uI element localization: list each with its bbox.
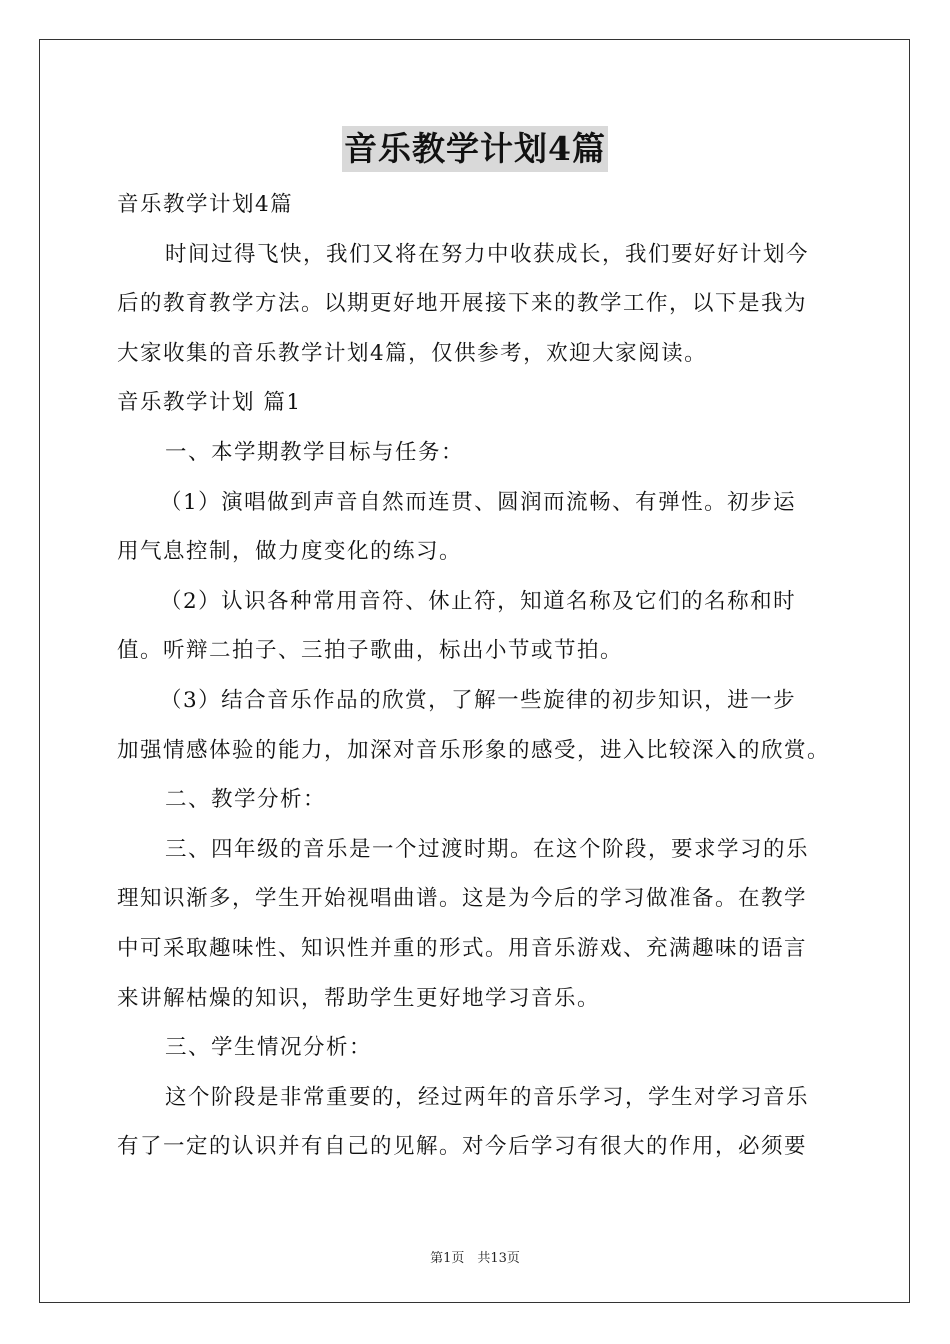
section-heading: 一、本学期教学目标与任务： (165, 439, 465, 465)
paragraph-line: 有了一定的认识并有自己的见解。对今后学习有很大的作用，必须要 (117, 1134, 808, 1160)
paragraph-line: 时间过得飞快，我们又将在努力中收获成长，我们要好好计划今 (165, 241, 810, 267)
subtitle-line: 音乐教学计划4篇 (117, 192, 294, 217)
section-heading: 音乐教学计划 篇1 (117, 390, 302, 416)
paragraph-line: （3）结合音乐作品的欣赏，了解一些旋律的初步知识，进一步 (160, 687, 797, 713)
paragraph-line: 中可采取趣味性、知识性并重的形式。用音乐游戏、充满趣味的语言 (117, 935, 808, 961)
paragraph-line: 值。听辩二拍子、三拍子歌曲，标出小节或节拍。 (117, 638, 624, 664)
paragraph-line: 理知识渐多，学生开始视唱曲谱。这是为今后的学习做准备。在教学 (117, 886, 808, 912)
section-heading: 二、教学分析： (165, 787, 327, 813)
section-heading: 三、学生情况分析： (165, 1035, 373, 1061)
document-title: 音乐教学计划4篇 (342, 126, 608, 172)
page-footer (0, 1247, 950, 1266)
page-number: 第1页 共13页 (430, 1251, 520, 1266)
paragraph-line: （1）演唱做到声音自然而连贯、圆润而流畅、有弹性。初步运 (160, 489, 797, 515)
paragraph-line: 这个阶段是非常重要的，经过两年的音乐学习，学生对学习音乐 (165, 1084, 810, 1110)
paragraph-line: 用气息控制，做力度变化的练习。 (117, 539, 463, 565)
paragraph-line: （2）认识各种常用音符、休止符，知道名称及它们的名称和时 (160, 588, 797, 614)
paragraph-line: 加强情感体验的能力，加深对音乐形象的感受，进入比较深入的欣赏。 (117, 737, 831, 763)
paragraph-line: 来讲解枯燥的知识，帮助学生更好地学习音乐。 (117, 985, 601, 1011)
paragraph-line: 三、四年级的音乐是一个过渡时期。在这个阶段，要求学习的乐 (165, 836, 810, 862)
document-body (117, 180, 837, 1172)
paragraph-line: 后的教育教学方法。以期更好地开展接下来的教学工作，以下是我为 (117, 291, 808, 317)
paragraph-line: 大家收集的音乐教学计划4篇，仅供参考，欢迎大家阅读。 (117, 340, 708, 366)
title-container (0, 126, 950, 172)
